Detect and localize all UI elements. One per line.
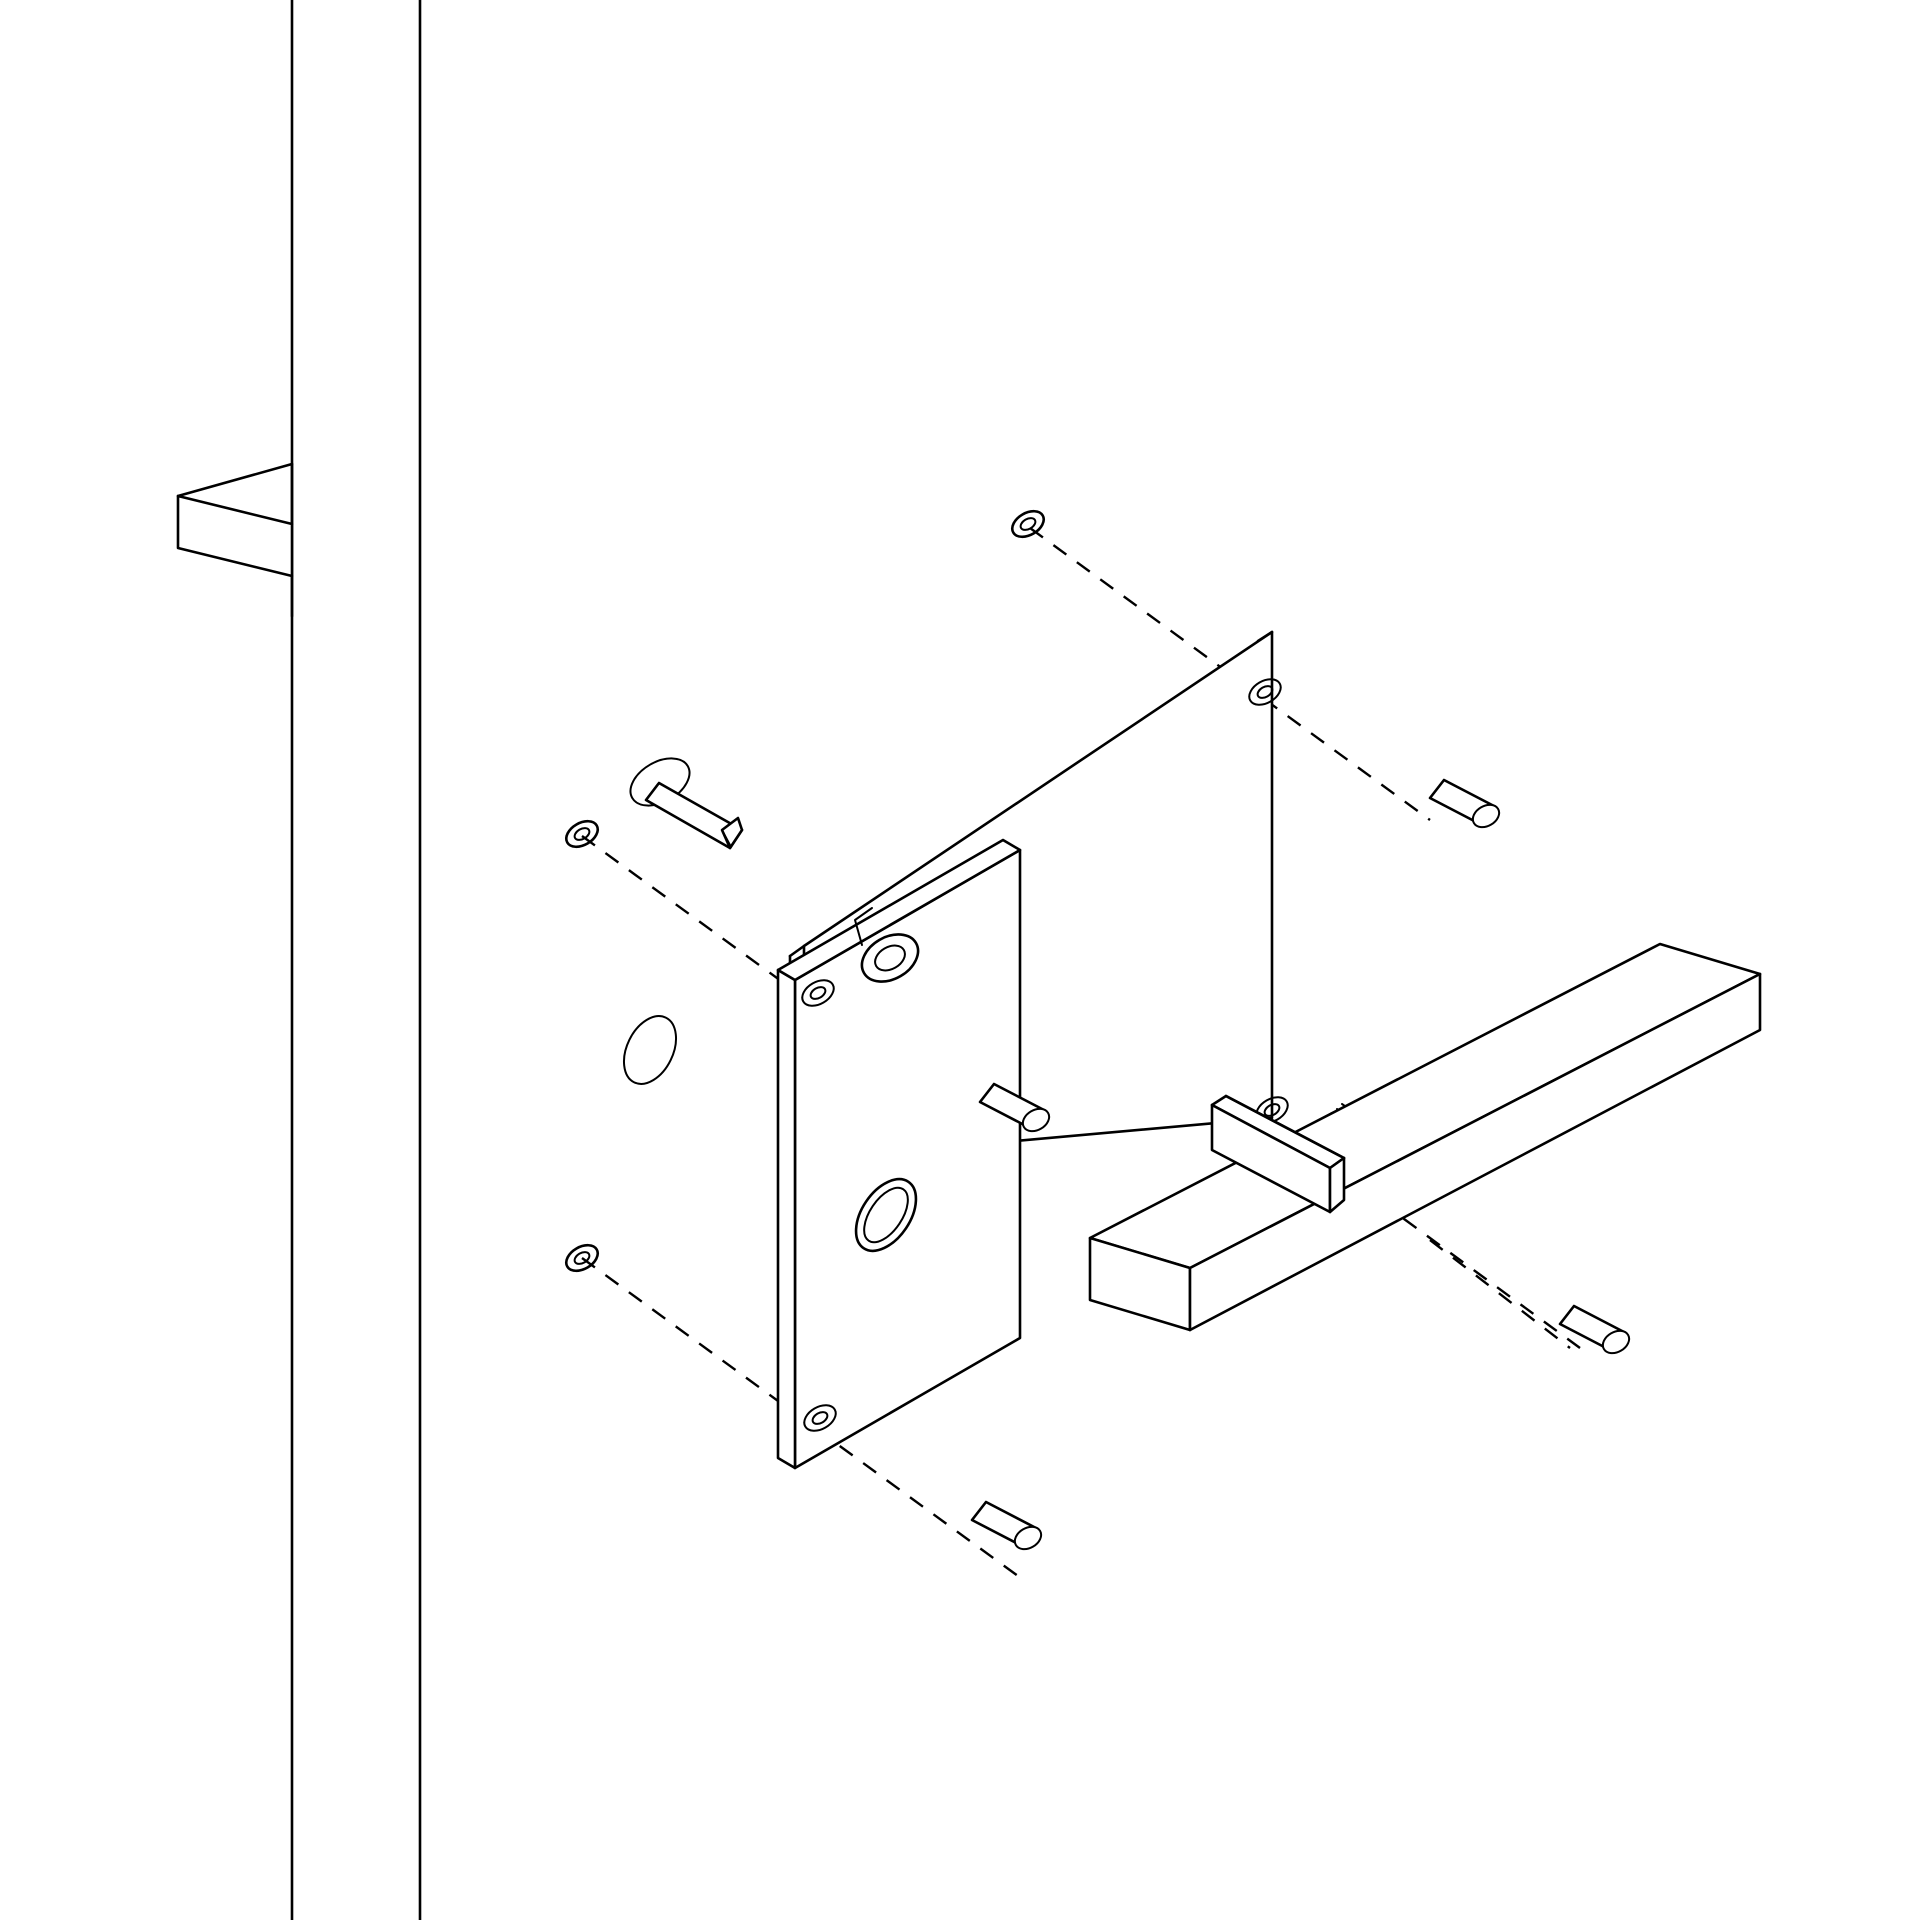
oval-cutout (614, 1008, 687, 1093)
screw-3 (972, 1502, 1045, 1554)
door-edge-strip (178, 464, 292, 616)
assembly-line-5 (1430, 1240, 1570, 1348)
spindle (622, 749, 742, 848)
screw-head-marker-2 (562, 816, 602, 852)
screw-4 (1560, 1306, 1633, 1358)
screw-1 (1430, 780, 1503, 832)
door-panel (292, 0, 420, 1920)
